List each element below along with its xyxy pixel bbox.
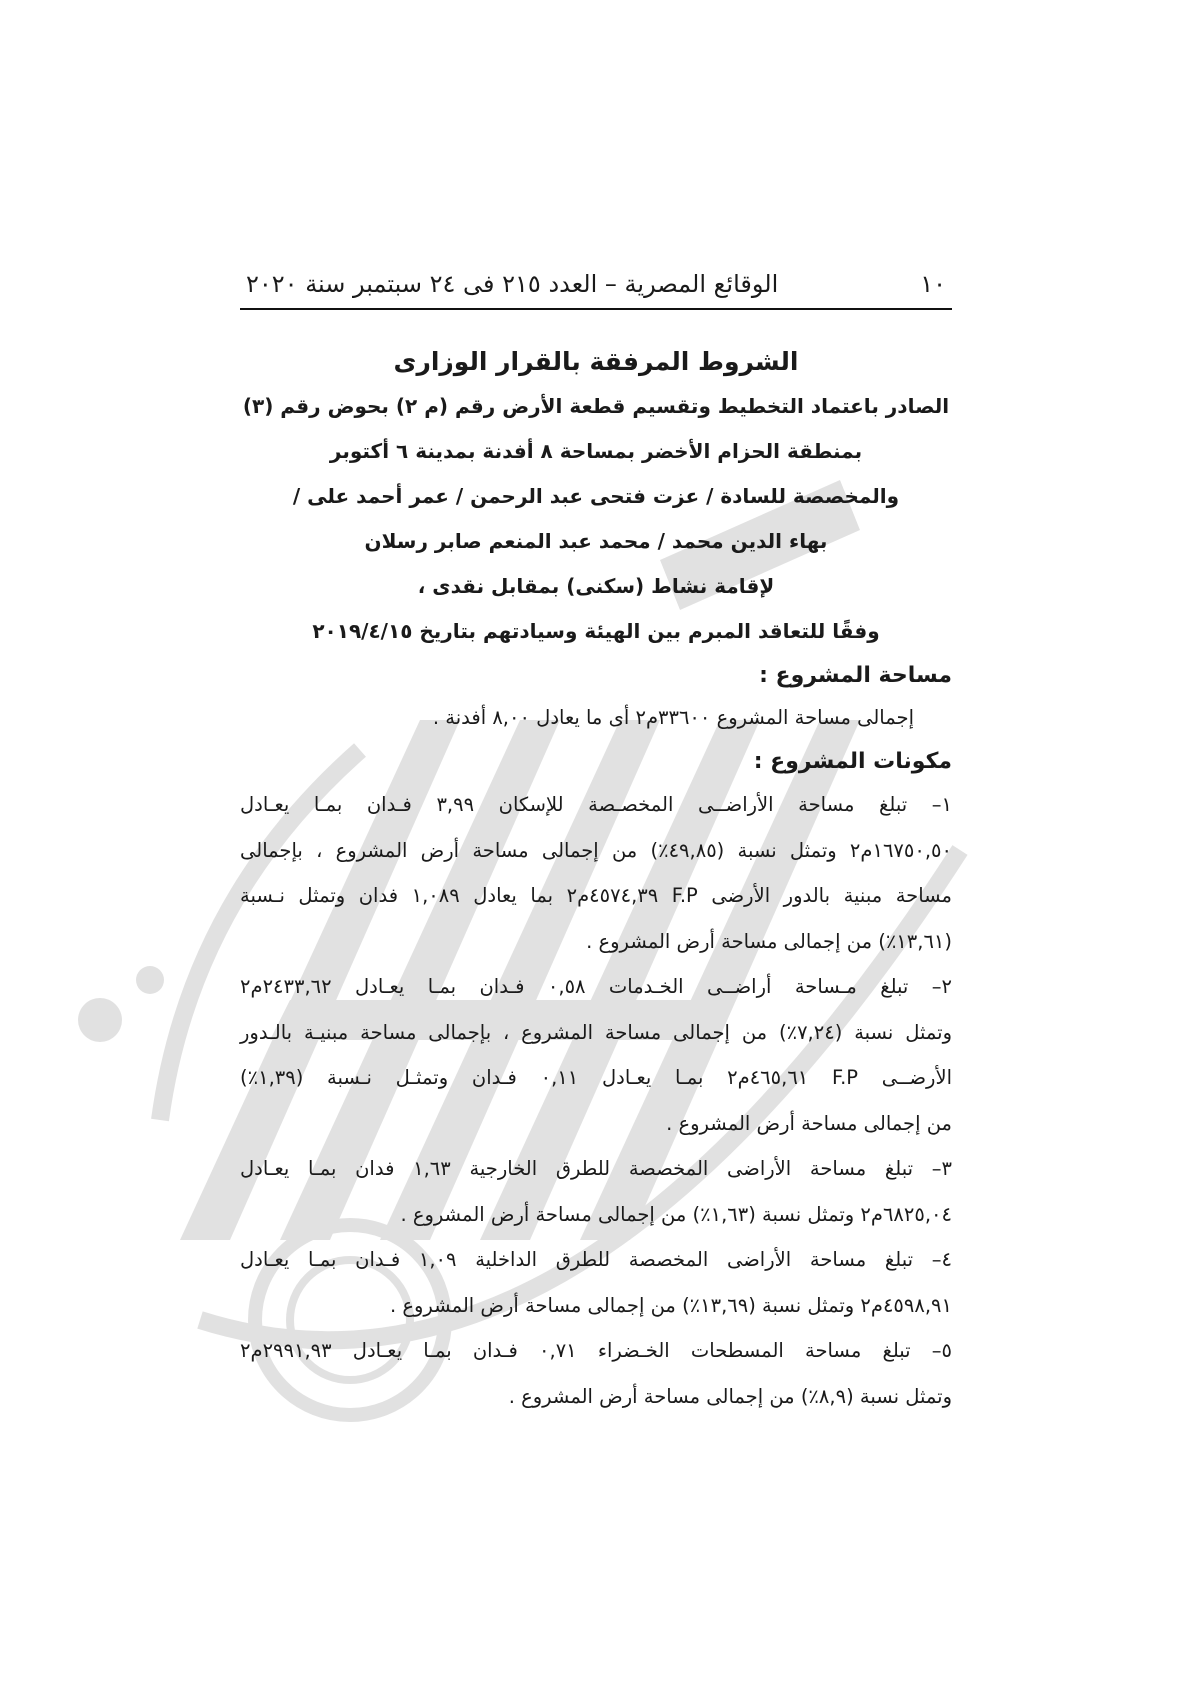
component-1-line-1: ١– تبلغ مساحة الأراضــى المخصـصة للإسكان ٣,٩٩ فـدان بمـا يعـادل [240, 793, 952, 816]
page-number: ١٠ [920, 270, 946, 298]
components-section-heading: مكونات المشروع : [753, 749, 952, 774]
component-3-line-2: ٦٨٢٥,٠٤م٢ وتمثل نسبة (١,٦٣٪) من إجمالى مساحة أرض المشروع . [400, 1202, 952, 1226]
document-page [240, 270, 952, 1419]
area-section-heading: مساحة المشروع : [759, 663, 952, 688]
component-item-4 [240, 1237, 952, 1328]
title-line-5: لإقامة نشاط (سكنى) بمقابل نقدى ، [417, 574, 775, 598]
component-1-line-2: ١٦٧٥٠,٥٠م٢ وتمثل نسبة (٤٩,٨٥٪) من إجمالى مساحة أرض المشروع ، بإجمالى [240, 838, 952, 862]
component-1-line-4: (١٣,٦١٪) من إجمالى مساحة أرض المشروع . [586, 929, 952, 953]
component-1-line-3: مساحة مبنية بالدور الأرضى F.P ٤٥٧٤,٣٩م٢ بما يعادل ١,٠٨٩ فدان وتمثل نـسبة [240, 884, 952, 907]
document-title-block [240, 340, 952, 654]
component-2-line-3: الأرضــى F.P ٤٦٥,٦١م٢ بمـا يعـادل ٠,١١ فـدان وتمثـل نـسبة (١,٣٩٪) [240, 1066, 952, 1089]
title-line-6: وفقًا للتعاقد المبرم بين الهيئة وسيادتهم بتاريخ ٢٠١٩/٤/١٥ [312, 619, 880, 643]
component-4-line-2: ٤٥٩٨,٩١م٢ وتمثل نسبة (١٣,٦٩٪) من إجمالى مساحة أرض المشروع . [389, 1293, 952, 1317]
component-5-line-2: وتمثل نسبة (٨,٩٪) من إجمالى مساحة أرض المشروع . [508, 1384, 952, 1408]
publication-title: الوقائع المصرية – العدد ٢١٥ فى ٢٤ سبتمبر سنة ٢٠٢٠ [246, 270, 779, 298]
title-line-2: بمنطقة الحزام الأخضر بمساحة ٨ أفدنة بمدينة ٦ أكتوبر [329, 439, 863, 463]
component-3-line-1: ٣– تبلغ مساحة الأراضى المخصصة للطرق الخارجية ١,٦٣ فدان بمـا يعـادل [240, 1157, 952, 1180]
running-header [240, 270, 952, 310]
document-main-title: الشروط المرفقة بالقرار الوزارى [393, 347, 799, 376]
title-line-4: بهاء الدين محمد / محمد عبد المنعم صابر رسلان [364, 529, 828, 553]
component-2-line-2: وتمثل نسبة (٧,٢٤٪) من إجمالى مساحة المشروع ، بإجمالى مساحة مبنيـة بالـدور [240, 1020, 952, 1044]
title-line-3: والمخصصة للسادة / عزت فتحى عبد الرحمن / عمر أحمد على / [292, 484, 900, 508]
area-section-text: إجمالى مساحة المشروع ٣٣٦٠٠م٢ أى ما يعادل ٨,٠٠ أفدنة . [432, 706, 914, 729]
component-2-line-1: ٢– تبلغ مـساحة أراضــى الخـدمات ٠,٥٨ فـدان بمـا يعـادل ٢٤٣٣,٦٢م٢ [240, 975, 952, 998]
component-4-line-1: ٤– تبلغ مساحة الأراضى المخصصة للطرق الداخلية ١,٠٩ فـدان بمـا يعـادل [240, 1248, 952, 1271]
component-2-line-4: من إجمالى مساحة أرض المشروع . [666, 1111, 952, 1135]
component-item-3 [240, 1146, 952, 1237]
title-line-1: الصادر باعتماد التخطيط وتقسيم قطعة الأرض رقم (م ٢) بحوض رقم (٣) [242, 394, 950, 418]
component-item-5 [240, 1328, 952, 1419]
component-item-1 [240, 782, 952, 964]
component-5-line-1: ٥– تبلغ مساحة المسطحات الخـضراء ٠,٧١ فـدان بمـا يعـادل ٢٩٩١,٩٣م٢ [240, 1339, 953, 1362]
component-item-2 [240, 964, 952, 1146]
